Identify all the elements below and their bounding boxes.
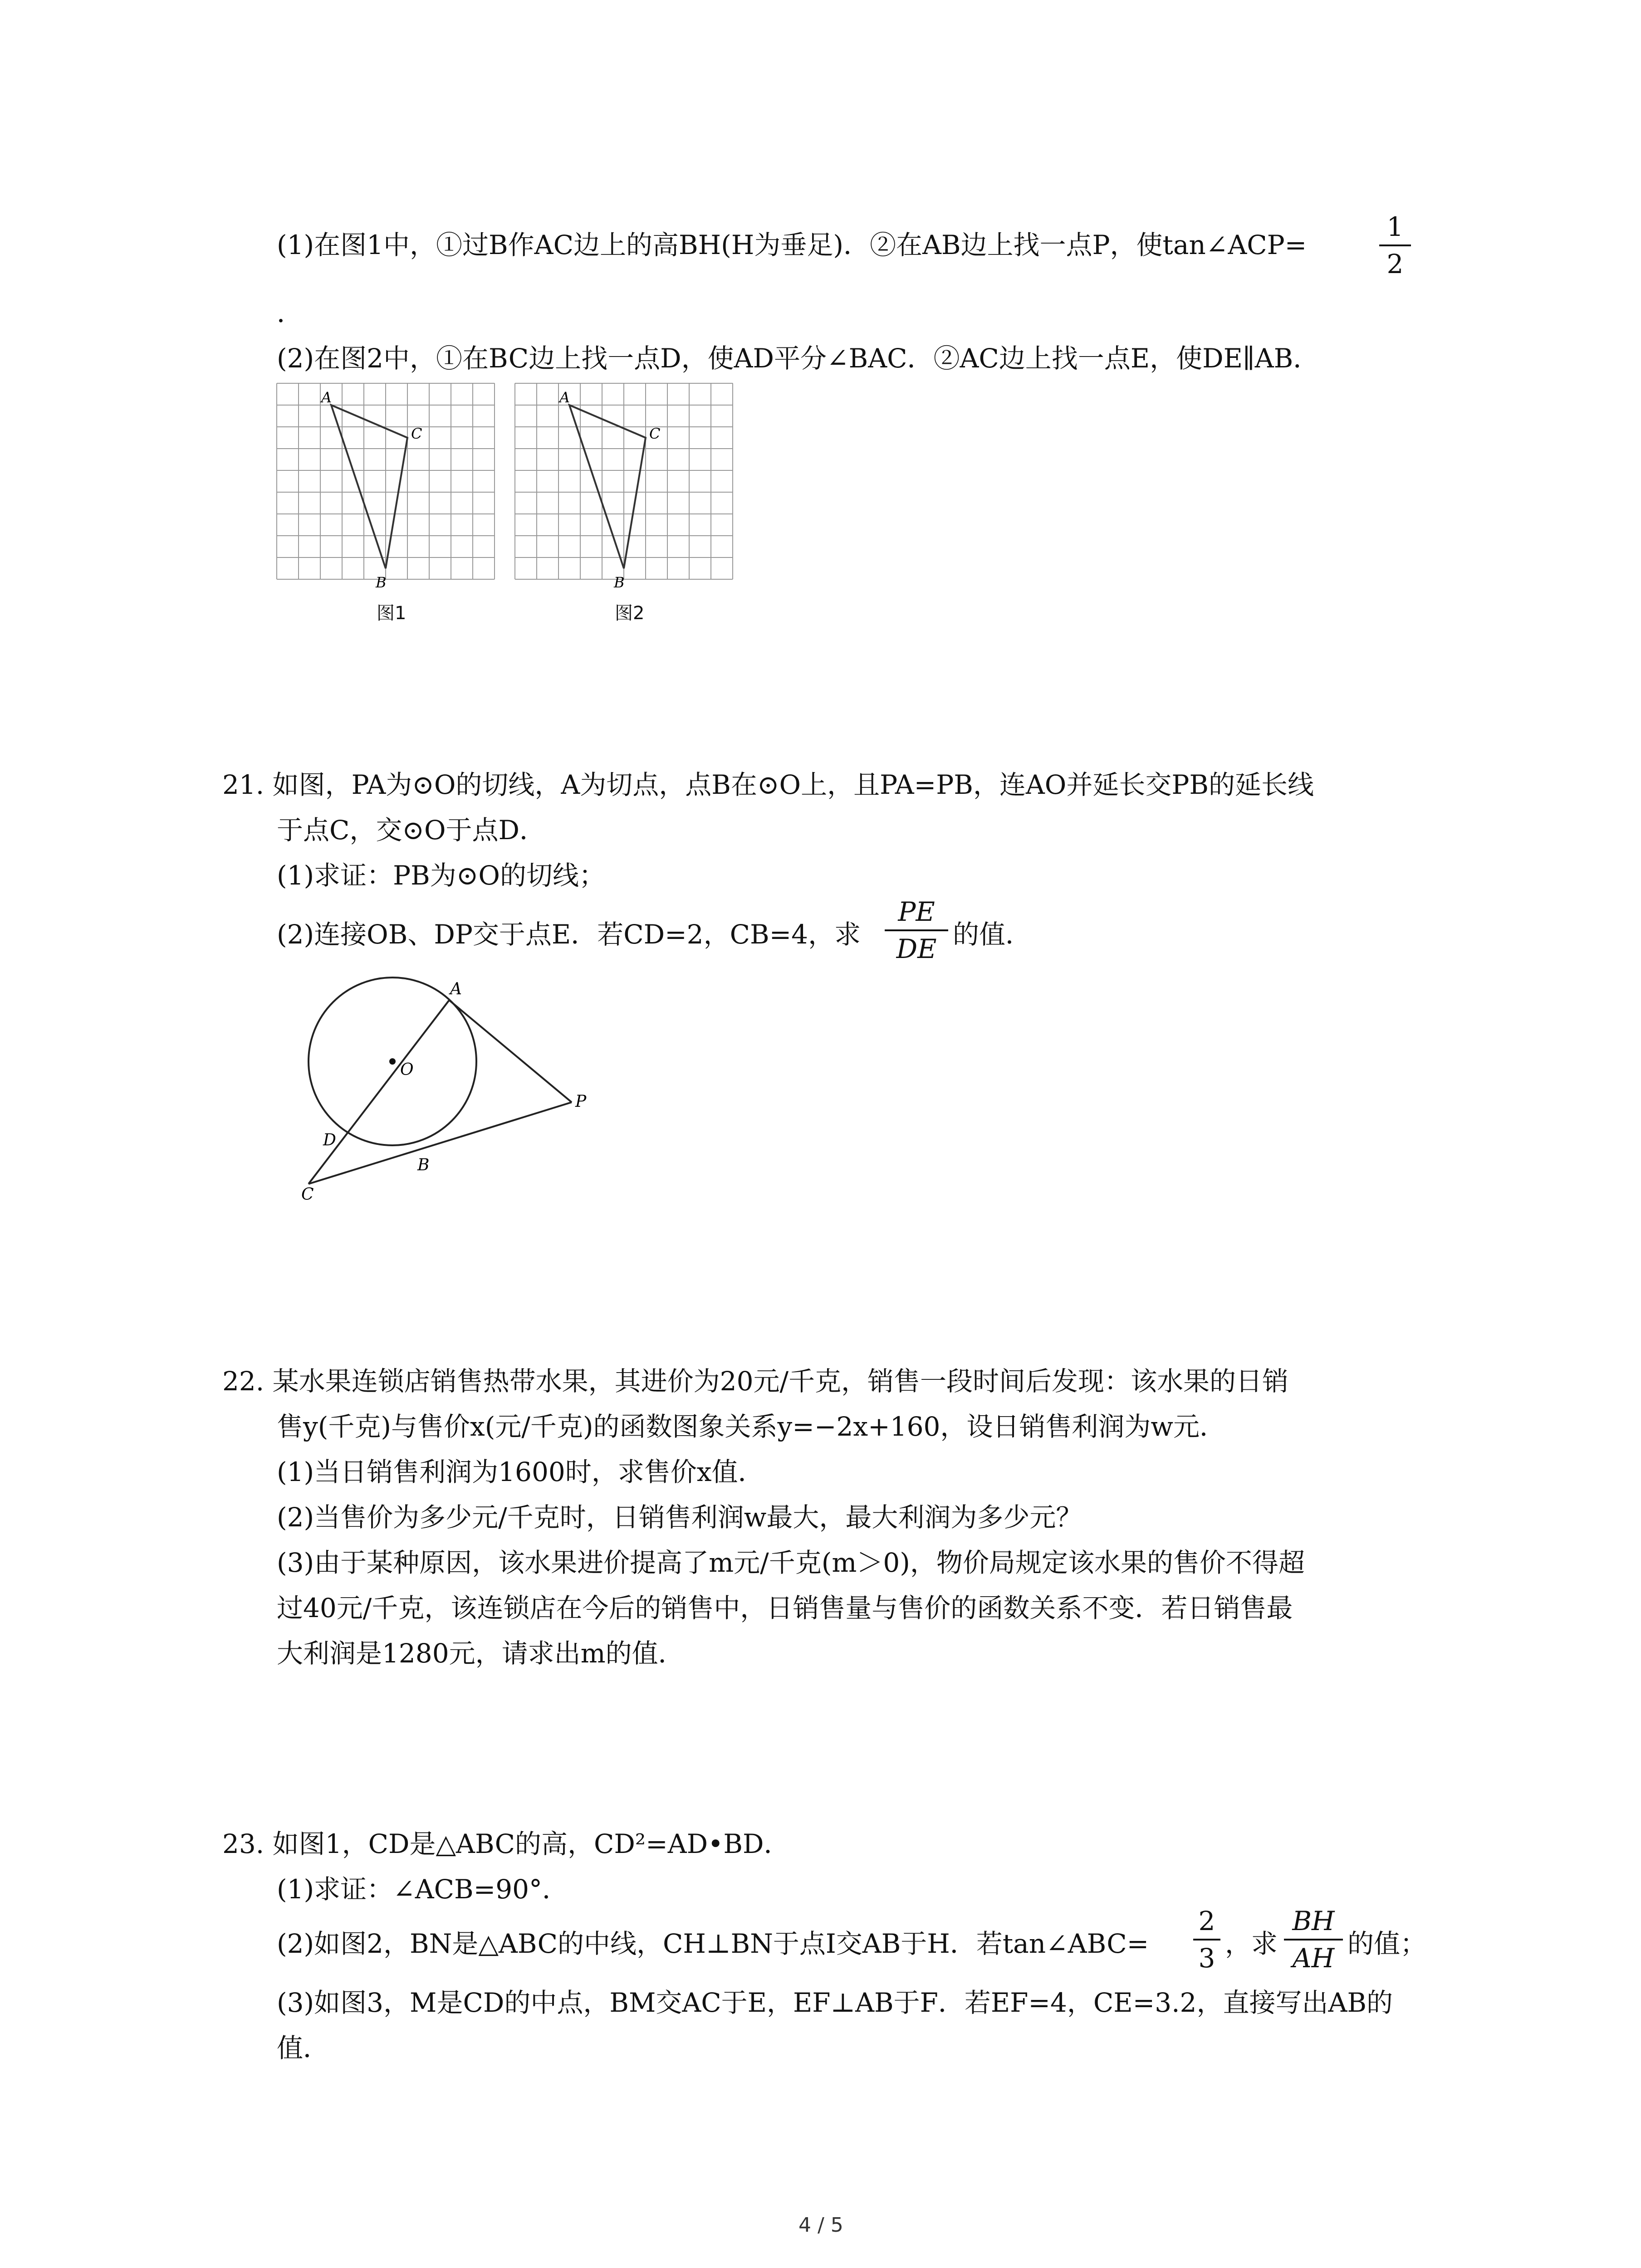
label-o: O (400, 1061, 414, 1079)
label-a: A (321, 389, 332, 406)
label-c: C (649, 425, 661, 442)
q20-part1: (1)在图1中，①过B作AC边上的高BH(H为垂足)．②在AB边上找一点P，使tan∠ACP= (277, 230, 1307, 260)
q23-part2-mid: ，求 (1225, 1928, 1278, 1959)
q20-fraction (1379, 211, 1411, 280)
label-b: B (614, 574, 625, 591)
q23-part1: (1)求证：∠ACB=90°． (277, 1874, 569, 1905)
q22-part3-line2: 过40元/千克，该连锁店在今后的销售中，日销售量与售价的函数关系不变．若日销售最 (277, 1593, 1293, 1623)
q21-part2-pre: (2)连接OB、DP交于点E．若CD=2，CB=4，求 (277, 919, 861, 950)
q23-fraction-ratio (1284, 1905, 1343, 1974)
q22-part3-line1: (3)由于某种原因，该水果进价提高了m元/千克(m＞0)，物价局规定该水果的售价不得超 (277, 1547, 1305, 1578)
fraction-bar (1193, 1939, 1220, 1941)
label-a: A (450, 980, 462, 998)
label-c: C (301, 1185, 314, 1202)
q23-part3-line2: 值． (277, 2033, 330, 2063)
fraction-denominator: 2 (1386, 249, 1404, 279)
q21-part1: (1)求证：PB为⊙O的切线； (277, 860, 605, 891)
fraction-denominator: AH (1292, 1943, 1335, 1974)
q21-fraction (885, 896, 948, 965)
fraction-bar (1284, 1939, 1343, 1941)
label-c: C (411, 425, 422, 442)
q22-line1: 22. 某水果连锁店销售热带水果，其进价为20元/千克，销售一段时间后发现：该水果的日销 (222, 1366, 1289, 1397)
q22-part1: (1)当日销售利润为1600时，求售价x值． (277, 1457, 764, 1487)
label-d: D (323, 1131, 336, 1149)
q21-line2: 于点C，交⊙O于点D． (277, 815, 546, 846)
q20-part2: (2)在图2中，①在BC边上找一点D，使AD平分∠BAC．②AC边上找一点E，使DE∥AB． (277, 343, 1320, 374)
q23-line1: 23. 如图1，CD是△ABC的高，CD²=AD•BD． (222, 1828, 790, 1859)
page-number: 4 / 5 (798, 2214, 843, 2237)
label-b: B (376, 574, 387, 591)
label-b: B (417, 1156, 430, 1174)
fraction-numerator: 1 (1386, 211, 1404, 242)
line-pc (309, 1102, 572, 1184)
fraction-denominator: 3 (1198, 1943, 1215, 1974)
q23-part2-post: 的值； (1347, 1928, 1427, 1959)
q23-fraction-tan (1193, 1905, 1220, 1974)
fraction-bar (1379, 244, 1411, 246)
figure1-caption: 图1 (377, 603, 407, 624)
figure2-caption: 图2 (615, 603, 645, 624)
q20-figure2 (510, 379, 737, 601)
q23-part3-line1: (3)如图3，M是CD的中点，BM交AC于E，EF⊥AB于F．若EF=4，CE=3.2，直接写出AB的 (277, 1987, 1393, 2018)
q21-line1: 21. 如图，PA为⊙O的切线，A为切点，点B在⊙O上，且PA=PB，连AO并延长交PB的延长线 (222, 769, 1314, 800)
triangle-abc (331, 405, 407, 568)
fraction-bar (885, 929, 948, 931)
fraction-numerator: BH (1292, 1906, 1335, 1936)
triangle-abc (569, 405, 646, 568)
q23-part2-pre: (2)如图2，BN是△ABC的中线，CH⊥BN于点I交AB于H．若tan∠ABC= (277, 1928, 1149, 1959)
q22-line2: 售y(千克)与售价x(元/千克)的函数图象关系y=−2x+160，设日销售利润为w元． (277, 1411, 1226, 1442)
grid-lines (277, 383, 495, 579)
grid-lines (515, 383, 733, 579)
q22-part3-line3: 大利润是1280元，请求出m的值． (277, 1638, 685, 1669)
fraction-numerator: PE (898, 896, 935, 927)
label-p: P (575, 1092, 587, 1111)
q21-part2-post: 的值． (953, 919, 1032, 950)
label-a: A (559, 389, 570, 406)
center-point (389, 1058, 396, 1065)
fraction-denominator: DE (896, 934, 937, 964)
q21-figure (281, 975, 653, 1202)
fraction-numerator: 2 (1198, 1906, 1215, 1936)
q20-part1-tail: ． (277, 298, 304, 328)
q22-part2: (2)当售价为多少元/千克时，日销售利润w最大，最大利润为多少元？ (277, 1502, 1083, 1533)
q20-figure1 (272, 379, 499, 601)
line-ap (449, 1000, 572, 1102)
